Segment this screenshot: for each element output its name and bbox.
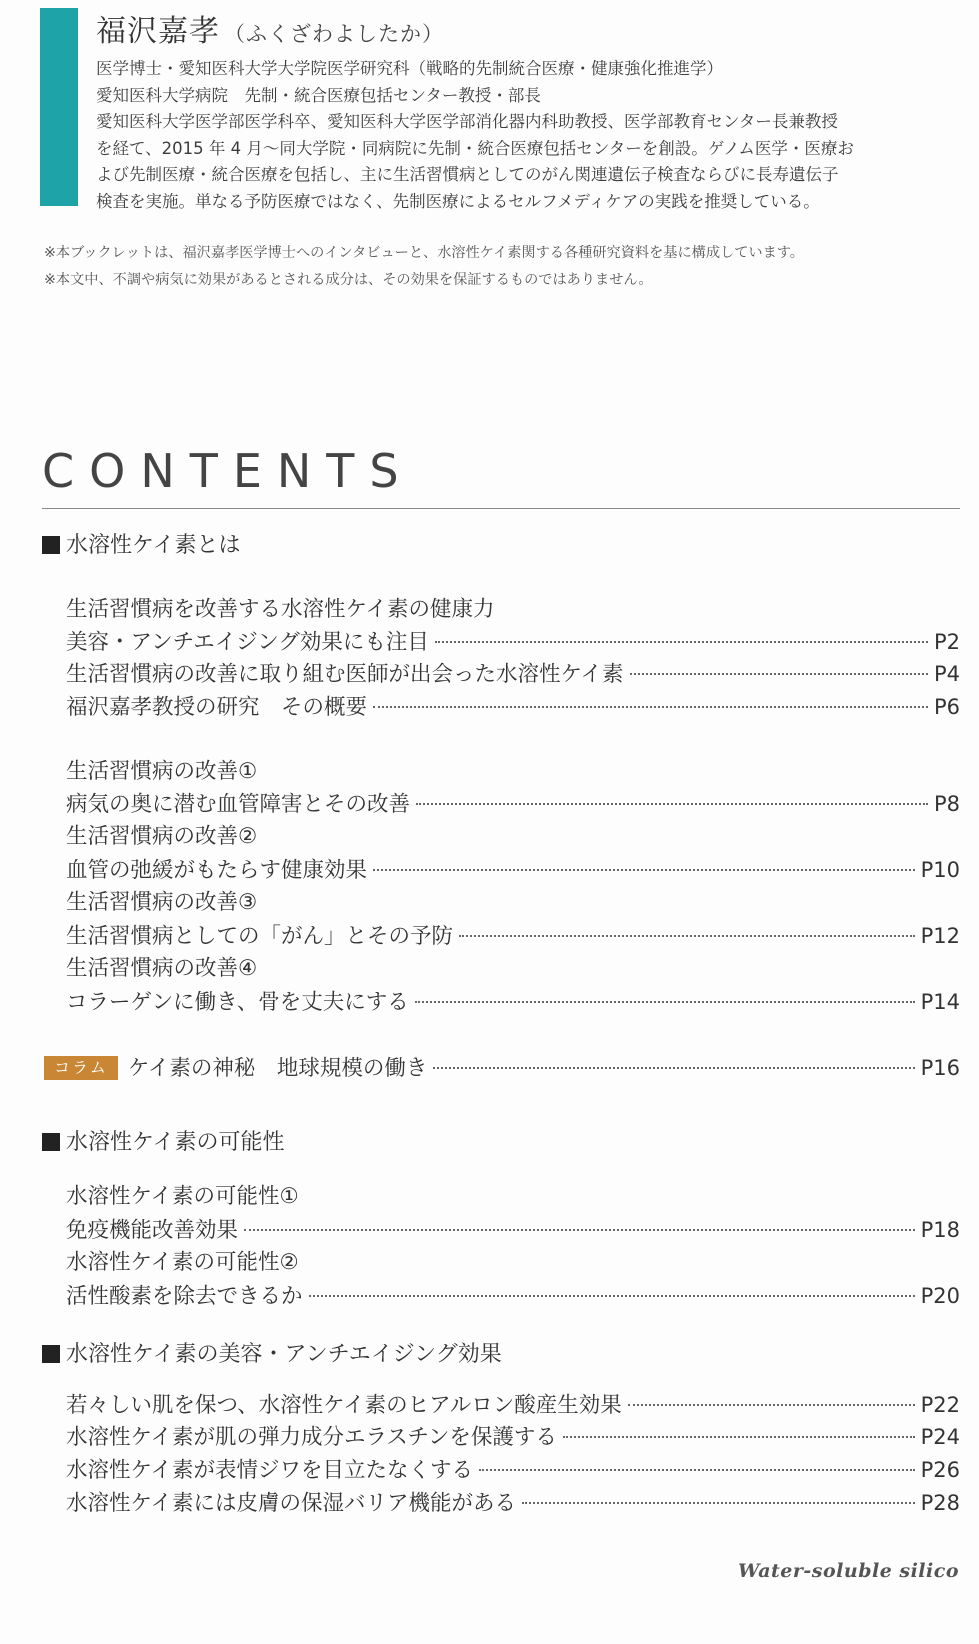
toc-page-number: P18	[920, 1218, 960, 1242]
toc-page-number: P20	[920, 1284, 960, 1308]
toc-subtitle: 生活習慣病の改善③	[66, 890, 258, 915]
author-accent-bar	[40, 8, 78, 206]
toc-subtitle: 生活習慣病を改善する水溶性ケイ素の健康力	[66, 597, 495, 622]
toc-subtitle: 水溶性ケイ素の可能性②	[66, 1250, 299, 1275]
section-heading	[42, 528, 240, 559]
toc-page-number: P8	[933, 792, 960, 816]
toc-entry-title: 病気の奥に潜む血管障害とその改善	[66, 792, 411, 817]
section-square-icon	[42, 1133, 60, 1151]
toc-page-number: P26	[920, 1458, 960, 1482]
column-badge: コラム	[44, 1056, 118, 1080]
toc-subtitle: 生活習慣病の改善②	[66, 824, 258, 849]
toc-entry[interactable]	[66, 659, 960, 690]
toc-leader-dots	[309, 1295, 915, 1297]
author-name	[96, 6, 444, 50]
toc-subtitle: 生活習慣病の改善①	[66, 759, 258, 784]
author-bio-line: 愛知医科大学医学部医学科卒、愛知医科大学医学部消化器内科助教授、医学部教育センター長兼教授	[96, 112, 838, 131]
contents-divider	[42, 508, 960, 509]
note-line: ※本ブックレットは、福沢嘉孝医学博士へのインタビューと、水溶性ケイ素関する各種研究資料を基に構成しています。	[44, 245, 804, 261]
toc-leader-dots	[373, 706, 928, 708]
toc-entry-title	[44, 1054, 427, 1084]
toc-page-number: P22	[920, 1393, 960, 1417]
section-heading	[42, 1337, 502, 1368]
toc-leader-dots	[416, 803, 928, 805]
toc-leader-dots	[630, 673, 928, 675]
toc-leader-dots	[433, 1067, 914, 1069]
author-bio-line: を経て、2015 年 4 月～同大学院・同病院に先制・統合医療包括センターを創設。ゲノム医学・医療お	[96, 138, 854, 158]
toc-entry[interactable]	[66, 1455, 960, 1486]
author-bio	[96, 56, 956, 215]
author-bio-line: よび先制医療・統合医療を包括し、主に生活習慣病としてのがん関連遺伝子検査ならびに長寿遺伝子	[96, 165, 839, 184]
toc-page-number: P4	[933, 662, 960, 686]
toc-entry[interactable]	[66, 1488, 960, 1519]
toc-entry-title: 水溶性ケイ素には皮膚の保湿バリア機能がある	[66, 1491, 516, 1516]
toc-entry-title: 血管の弛緩がもたらす健康効果	[66, 858, 368, 883]
section-heading	[42, 1125, 284, 1156]
toc-entry-title: 美容・アンチエイジング効果にも注目	[66, 630, 429, 655]
toc-page-number: P2	[933, 630, 960, 654]
toc-leader-dots	[522, 1502, 915, 1504]
section-heading-label: 水溶性ケイ素の可能性	[66, 1130, 285, 1155]
contents-title: CONTENTS	[42, 444, 414, 498]
toc-entry[interactable]	[66, 627, 960, 658]
toc-leader-dots	[435, 641, 928, 643]
toc-page-number: P10	[920, 858, 960, 882]
toc-entry-title: 若々しい肌を保つ、水溶性ケイ素のヒアルロン酸産生効果	[66, 1393, 622, 1418]
toc-entry-title: 水溶性ケイ素が肌の弾力成分エラスチンを保護する	[66, 1425, 557, 1450]
author-name-reading: （ふくざわよしたか）	[224, 22, 444, 46]
notes	[44, 240, 964, 294]
toc-entry-title: 水溶性ケイ素が表情ジワを目立たなくする	[66, 1458, 473, 1483]
toc-leader-dots	[373, 869, 915, 871]
column-title: ケイ素の神秘 地球規模の働き	[127, 1056, 428, 1081]
toc-page-number: P14	[920, 990, 960, 1014]
toc-leader-dots	[459, 935, 915, 937]
section-heading-label: 水溶性ケイ素とは	[66, 533, 241, 558]
toc-entry[interactable]	[66, 692, 960, 723]
toc-leader-dots	[479, 1469, 915, 1471]
toc-entry-title: 福沢嘉孝教授の研究 その概要	[66, 695, 368, 720]
author-bio-line: 検査を実施。単なる予防医療ではなく、先制医療によるセルフメディケアの実践を推奨している。	[96, 191, 820, 211]
section-heading-label: 水溶性ケイ素の美容・アンチエイジング効果	[66, 1342, 502, 1367]
toc-leader-dots	[415, 1001, 915, 1003]
author-name-text: 福沢嘉孝	[96, 14, 220, 49]
toc-entry-title: 生活習慣病としての「がん」とその予防	[66, 924, 454, 949]
toc-entry[interactable]	[66, 855, 960, 886]
toc-entry-title: コラーゲンに働き、骨を丈夫にする	[66, 990, 409, 1015]
toc-entry[interactable]	[66, 987, 960, 1018]
toc-page-number: P16	[920, 1056, 960, 1080]
toc-subtitle: 水溶性ケイ素の可能性①	[66, 1184, 299, 1209]
toc-entry[interactable]	[66, 1215, 960, 1246]
toc-entry[interactable]	[66, 1422, 960, 1453]
toc-entry-title: 活性酸素を除去できるか	[66, 1284, 303, 1309]
section-square-icon	[42, 536, 60, 554]
toc-entry[interactable]	[66, 1390, 960, 1421]
toc-entry[interactable]	[66, 921, 960, 952]
author-bio-line: 愛知医科大学病院 先制・統合医療包括センター教授・部長	[96, 85, 541, 105]
toc-entry-title: 免疫機能改善効果	[66, 1218, 239, 1243]
toc-page-number: P6	[933, 695, 960, 719]
toc-leader-dots	[244, 1229, 915, 1231]
author-bio-line: 医学博士・愛知医科大学大学院医学研究科（戦略的先制統合医療・健康強化推進学）	[96, 59, 723, 78]
toc-subtitle: 生活習慣病の改善④	[66, 956, 258, 981]
note-line: ※本文中、不調や病気に効果があるとされる成分は、その効果を保証するものではありません。	[44, 272, 653, 288]
toc-page-number: P24	[920, 1425, 960, 1449]
toc-column-entry[interactable]	[44, 1053, 960, 1084]
toc-leader-dots	[563, 1436, 915, 1438]
toc-entry[interactable]	[66, 789, 960, 820]
section-square-icon	[42, 1345, 60, 1363]
toc-leader-dots	[628, 1404, 915, 1406]
footer-tagline: Water-soluble silico	[738, 1560, 959, 1582]
toc-entry-title: 生活習慣病の改善に取り組む医師が出会った水溶性ケイ素	[66, 662, 624, 687]
toc-entry[interactable]	[66, 1281, 960, 1312]
toc-page-number: P12	[920, 924, 960, 948]
toc-page-number: P28	[920, 1491, 960, 1515]
